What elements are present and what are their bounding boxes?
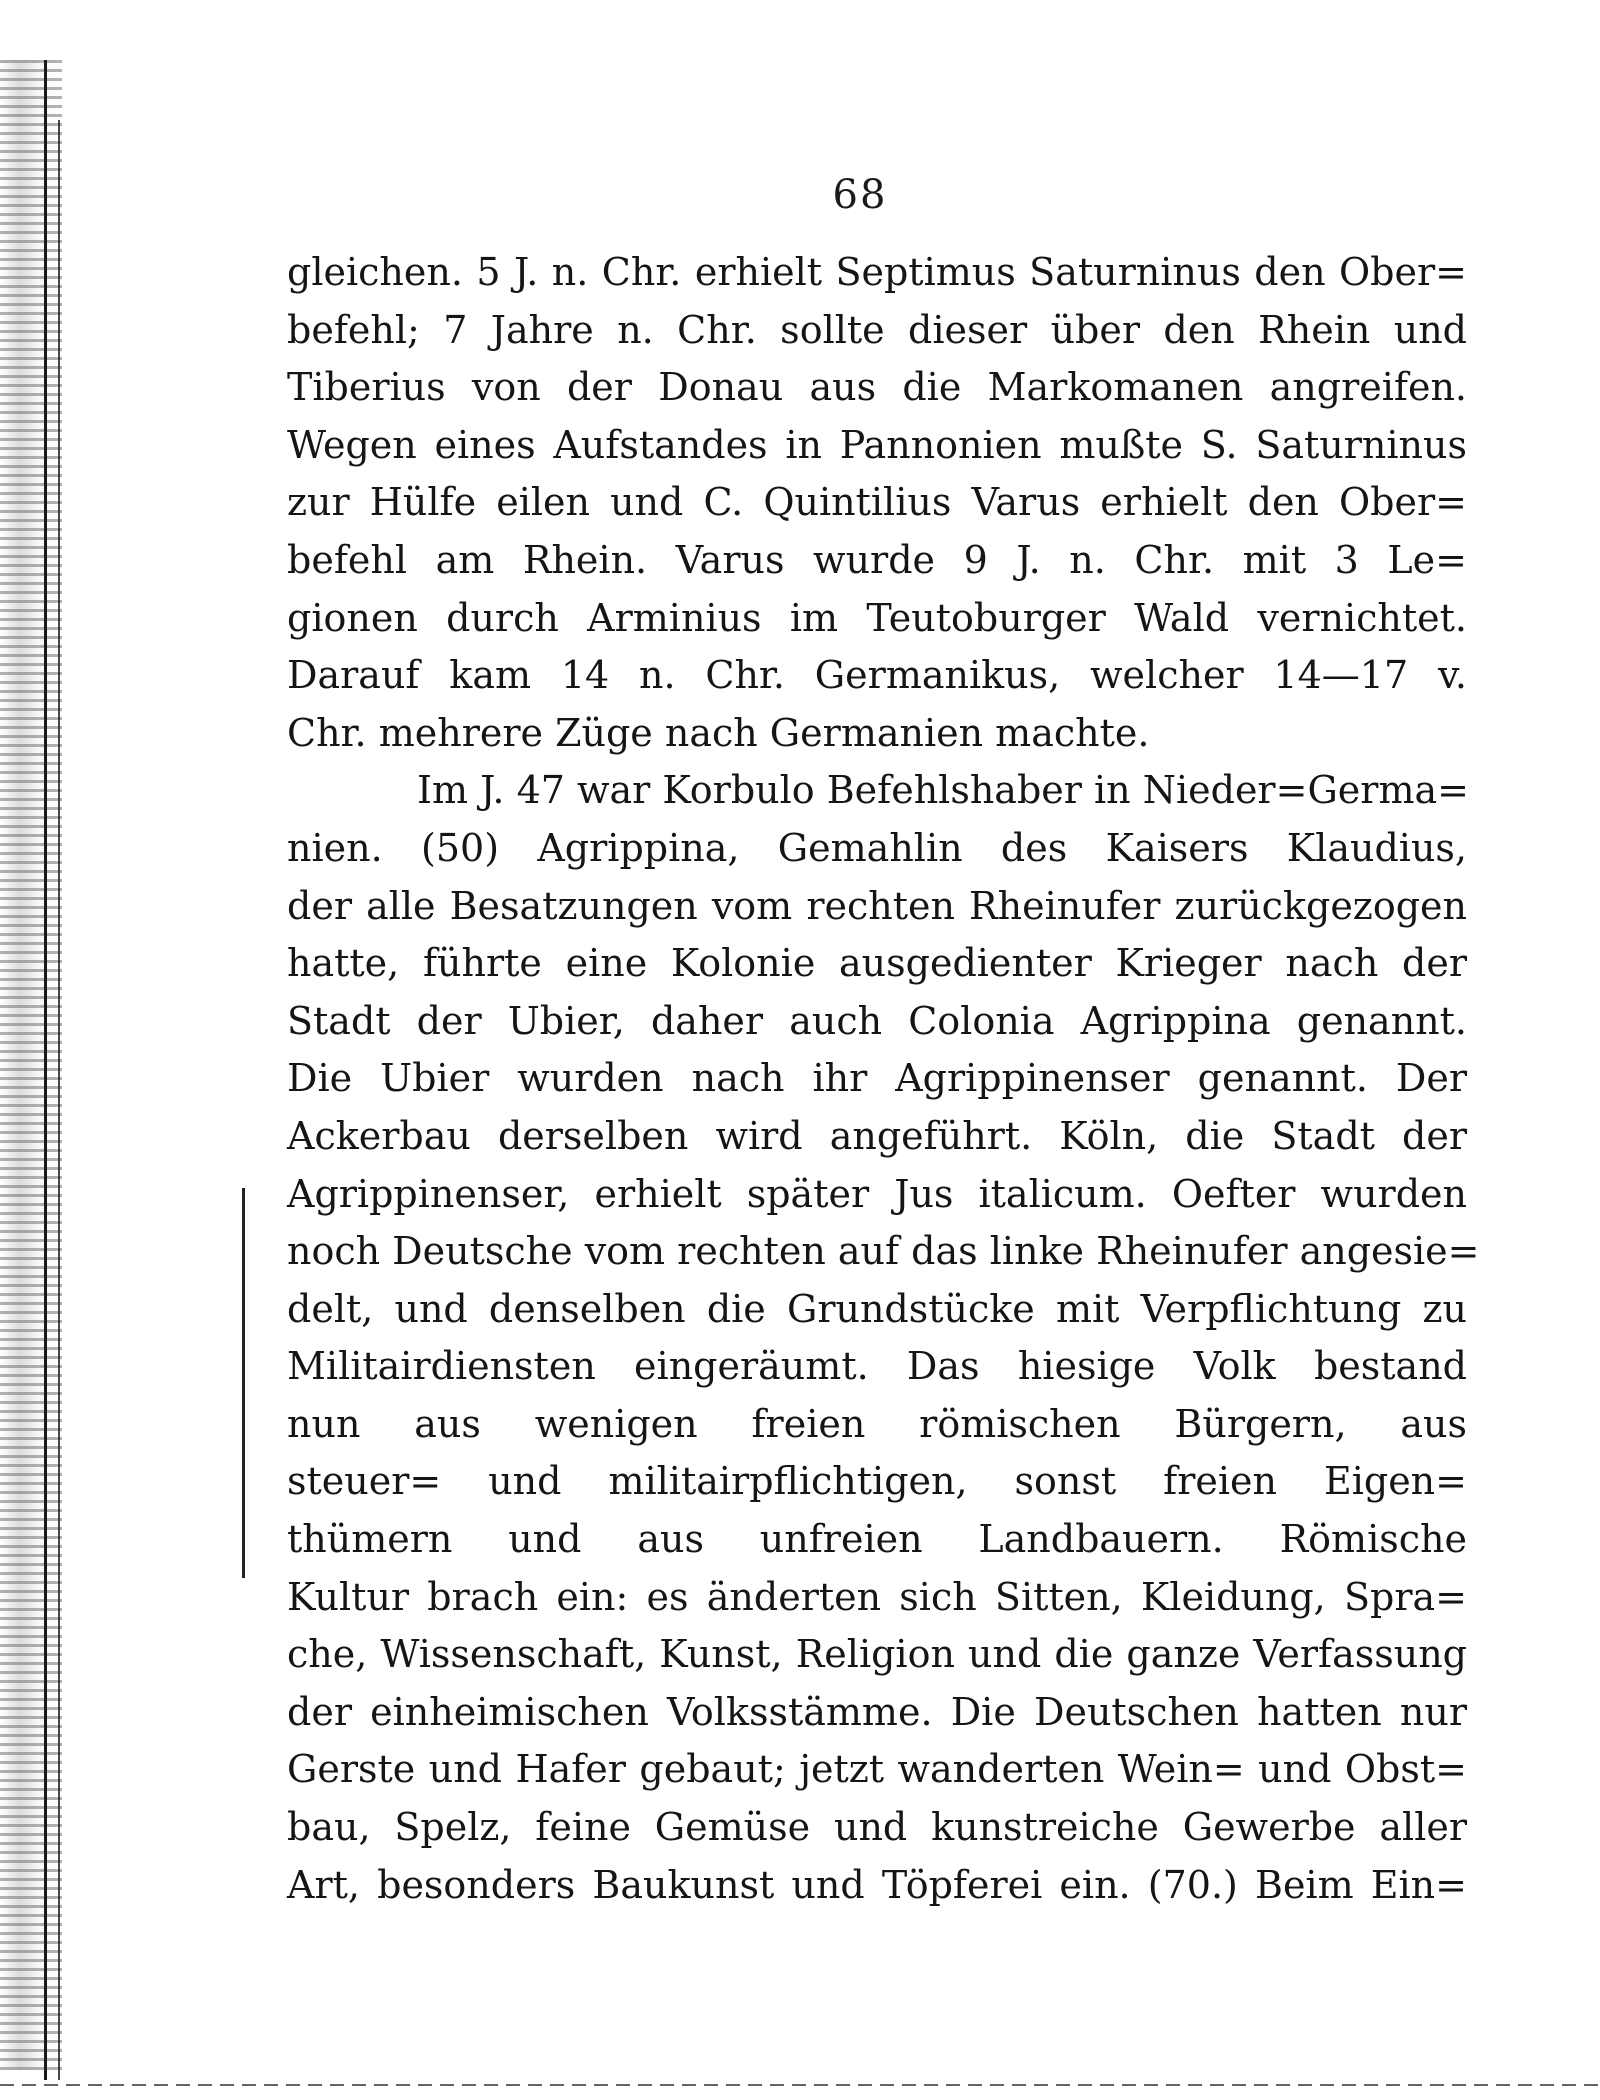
binding-edge-line — [58, 120, 60, 2080]
text-line: nun aus wenigen freien römischen Bürgern, aus — [287, 1401, 1467, 1446]
text-line: steuer= und militairpflichtigen, sonst freien Eigen= — [287, 1459, 1467, 1504]
text-line: zur Hülfe eilen und C. Quintilius Varus erhielt den Ober= — [287, 480, 1467, 525]
text-line: delt, und denselben die Grundstücke mit Verpflichtung zu — [287, 1286, 1467, 1331]
text-line: Wegen eines Aufstandes in Pannonien mußte S. Saturninus — [287, 422, 1467, 467]
text-line: der alle Besatzungen vom rechten Rheinufer zurückgezogen — [287, 883, 1467, 928]
text-line: befehl; 7 Jahre n. Chr. sollte dieser über den Rhein und — [287, 307, 1467, 352]
text-line: Ackerbau derselben wird angeführt. Köln, die Stadt der — [287, 1113, 1467, 1158]
text-line: gionen durch Arminius im Teutoburger Wald vernichtet. — [287, 595, 1467, 640]
text-line: Tiberius von der Donau aus die Markomanen angreifen. — [287, 365, 1467, 410]
text-line: Die Ubier wurden nach ihr Agrippinenser genannt. Der — [287, 1056, 1467, 1101]
text-line: der einheimischen Volksstämme. Die Deutschen hatten nur — [287, 1689, 1467, 1734]
text-line: Kultur brach ein: es änderten sich Sitten, Kleidung, Spra= — [287, 1574, 1467, 1619]
margin-mark — [242, 1188, 245, 1578]
text-line: Agrippinenser, erhielt später Jus italicum. Oefter wurden — [287, 1171, 1467, 1216]
text-line: Militairdiensten eingeräumt. Das hiesige Volk bestand — [287, 1344, 1467, 1389]
text-line: befehl am Rhein. Varus wurde 9 J. n. Chr. mit 3 Le= — [287, 537, 1467, 582]
page-bottom-edge — [0, 2084, 1600, 2086]
text-line: Gerste und Hafer gebaut; jetzt wanderten Wein= und Obst= — [287, 1747, 1467, 1792]
text-line: nien. (50) Agrippina, Gemahlin des Kaisers Klaudius, — [287, 825, 1467, 870]
binding-gutter — [0, 60, 62, 2070]
binding-edge-line — [44, 60, 47, 2080]
text-line: Chr. mehrere Züge nach Germanien machte. — [287, 710, 1150, 755]
text-line: hatte, führte eine Kolonie ausgedienter Krieger nach der — [287, 941, 1467, 986]
text-line: gleichen. 5 J. n. Chr. erhielt Septimus Saturninus den Ober= — [287, 250, 1467, 294]
text-line: Darauf kam 14 n. Chr. Germanikus, welcher 14—17 v. — [287, 653, 1467, 698]
text-line: noch Deutsche vom rechten auf das linke Rheinufer angesie= — [287, 1229, 1480, 1274]
text-line: che, Wissenschaft, Kunst, Religion und die ganze Verfassung — [287, 1632, 1467, 1677]
text-line: Im J. 47 war Korbulo Befehlshaber in Nieder=Germa= — [417, 768, 1469, 813]
text-line: Art, besonders Baukunst und Töpferei ein. (70.) Beim Ein= — [287, 1862, 1467, 1907]
text-line: thümern und aus unfreien Landbauern. Römische — [287, 1517, 1467, 1562]
body-text — [287, 244, 1480, 1914]
page-number: 68 — [832, 172, 888, 218]
text-line: Stadt der Ubier, daher auch Colonia Agrippina genannt. — [287, 998, 1467, 1043]
text-line: bau, Spelz, feine Gemüse und kunstreiche Gewerbe aller — [287, 1805, 1467, 1850]
